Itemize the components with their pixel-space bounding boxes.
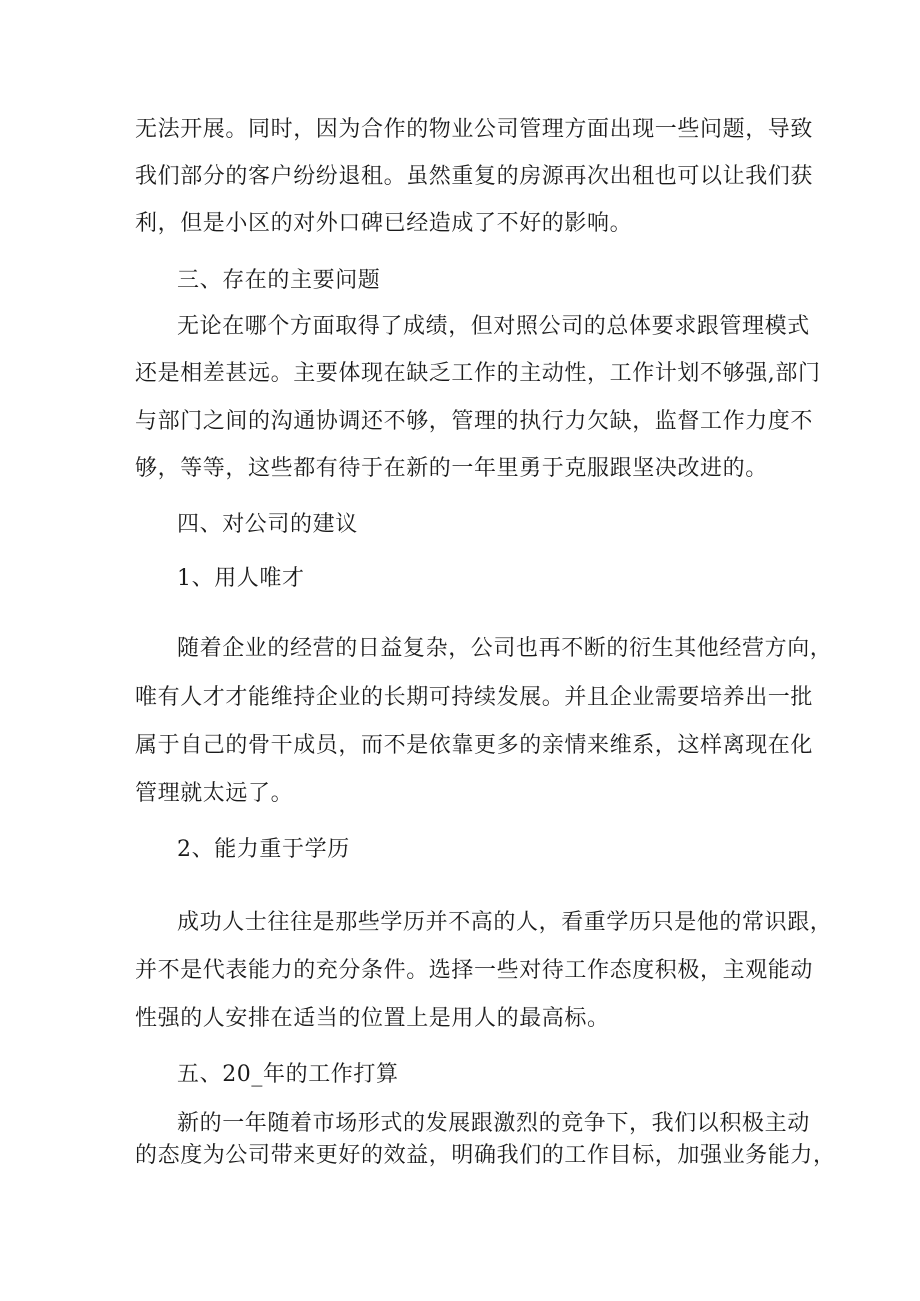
subheading-2: 2、能力重于学历 <box>177 837 350 862</box>
heading-5: 五、20_年的工作打算 <box>177 1062 399 1087</box>
paragraph-4-line-1: 成功人士往往是那些学历并不高的人，看重学历只是他的常识跟， <box>177 910 833 935</box>
paragraph-3-line-3: 属于自己的骨干成员，而不是依靠更多的亲情来维系，这样离现在化 <box>135 733 814 758</box>
paragraph-3-line-2: 唯有人才才能维持企业的长期可持续发展。并且企业需要培养出一批 <box>135 685 814 710</box>
subheading-1: 1、用人唯才 <box>177 566 305 591</box>
paragraph-4-line-3: 性强的人安排在适当的位置上是用人的最高标。 <box>135 1006 610 1031</box>
paragraph-3-line-4: 管理就太远了。 <box>135 781 294 806</box>
paragraph-2-line-2: 还是相差甚远。主要体现在缺乏工作的主动性，工作计划不够强,部门 <box>135 361 821 386</box>
heading-4: 四、对公司的建议 <box>177 512 358 537</box>
paragraph-3-line-1: 随着企业的经营的日益复杂，公司也再不断的衍生其他经营方向， <box>177 636 833 661</box>
paragraph-2-line-4: 够，等等，这些都有待于在新的一年里勇于克服跟坚决改进的。 <box>135 456 768 481</box>
paragraph-4-line-2: 并不是代表能力的充分条件。选择一些对待工作态度积极，主观能动 <box>135 958 814 983</box>
paragraph-1-line-3: 利，但是小区的对外口碑已经造成了不好的影响。 <box>135 211 633 236</box>
paragraph-1-line-2: 我们部分的客户纷纷退租。虽然重复的房源再次出租也可以让我们获 <box>135 164 814 189</box>
paragraph-5-line-1: 新的一年随着市场形式的发展跟激烈的竞争下，我们以积极主动 <box>177 1111 810 1136</box>
heading-3: 三、存在的主要问题 <box>177 268 381 293</box>
paragraph-5-line-2: 的态度为公司带来更好的效益，明确我们的工作目标，加强业务能力， <box>135 1143 836 1168</box>
paragraph-2-line-1: 无论在哪个方面取得了成绩，但对照公司的总体要求跟管理模式 <box>177 314 810 339</box>
paragraph-1-line-1: 无法开展。同时，因为合作的物业公司管理方面出现一些问题，导致 <box>135 117 814 142</box>
paragraph-2-line-3: 与部门之间的沟通协调还不够，管理的执行力欠缺，监督工作力度不 <box>135 409 814 434</box>
